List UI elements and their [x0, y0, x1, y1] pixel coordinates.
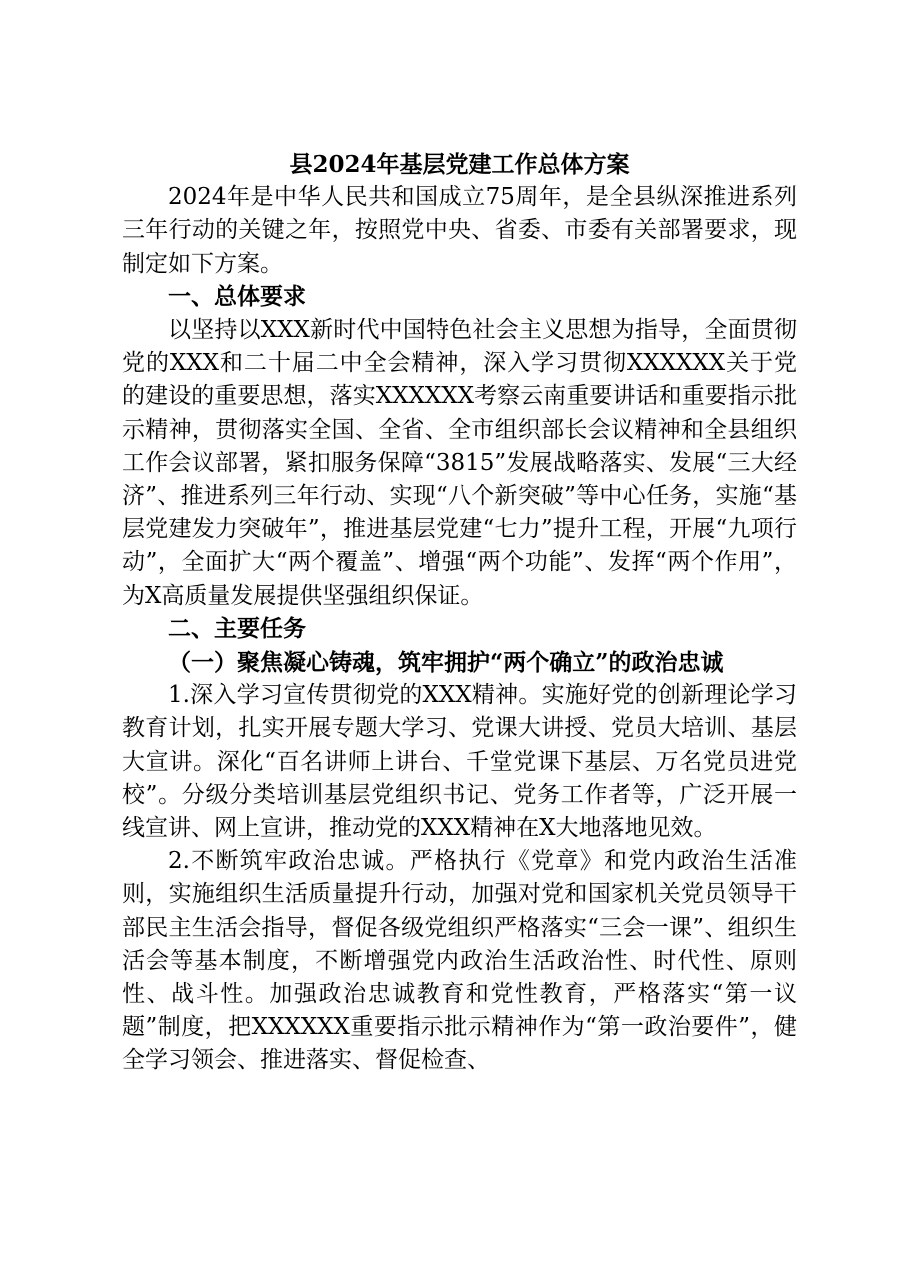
task-item-1: 1.深入学习宣传贯彻党的XXX精神。实施好党的创新理论学习教育计划，扎实开展专题大学习、党课大讲授、党员大培训、基层大宣讲。深化“百名讲师上讲台、千堂党课下基层、万名党员进党校”。分级分类培训基层党组织书记、党务工作者等，广泛开展一线宣讲、网上宣讲，推动党的XXX精神在X大地落地见效。: [122, 682, 797, 842]
document-title: 县2024年基层党建工作总体方案: [289, 151, 630, 178]
general-requirements-paragraph: 以坚持以XXX新时代中国特色社会主义思想为指导，全面贯彻党的XXX和二十届二中全会精神，深入学习贯彻XXXXXX关于党的建设的重要思想，落实XXXXXX考察云南重要讲话和重要指示批示精神，贯彻落实全国、全省、全市组织部长会议精神和全县组织工作会议部署，紧扣服务保障“3815”发展战略落实、发展“三大经济”、推进系列三年行动、实现“八个新突破”等中心任务，实施“基层党建发力突破年”，推进基层党建“七力”提升工程，开展“九项行动”，全面扩大“两个覆盖”、增强“两个功能”、发挥“两个作用”，为X高质量发展提供坚强组织保证。: [122, 317, 797, 609]
intro-paragraph: 2024年是中华人民共和国成立75周年，是全县纵深推进系列三年行动的关键之年，按照党中央、省委、市委有关部署要求，现制定如下方案。: [122, 184, 797, 277]
subsection-heading-political-loyalty: （一）聚焦凝心铸魂，筑牢拥护“两个确立”的政治忠诚: [168, 649, 724, 677]
document-body: [122, 148, 797, 1078]
task-item-2: 2.不断筑牢政治忠诚。严格执行《党章》和党内政治生活准则，实施组织生活质量提升行动，加强对党和国家机关党员领导干部民主生活会指导，督促各级党组织严格落实“三会一课”、组织生活会等基本制度，不断增强党内政治生活政治性、时代性、原则性、战斗性。加强政治忠诚教育和党性教育，严格落实“第一议题”制度，把XXXXXX重要指示批示精神作为“第一政治要件”，健全学习领会、推进落实、督促检查、: [122, 848, 797, 1074]
section-heading-main-tasks: 二、主要任务: [168, 615, 306, 642]
section-heading-general-requirements: 一、总体要求: [168, 283, 306, 310]
